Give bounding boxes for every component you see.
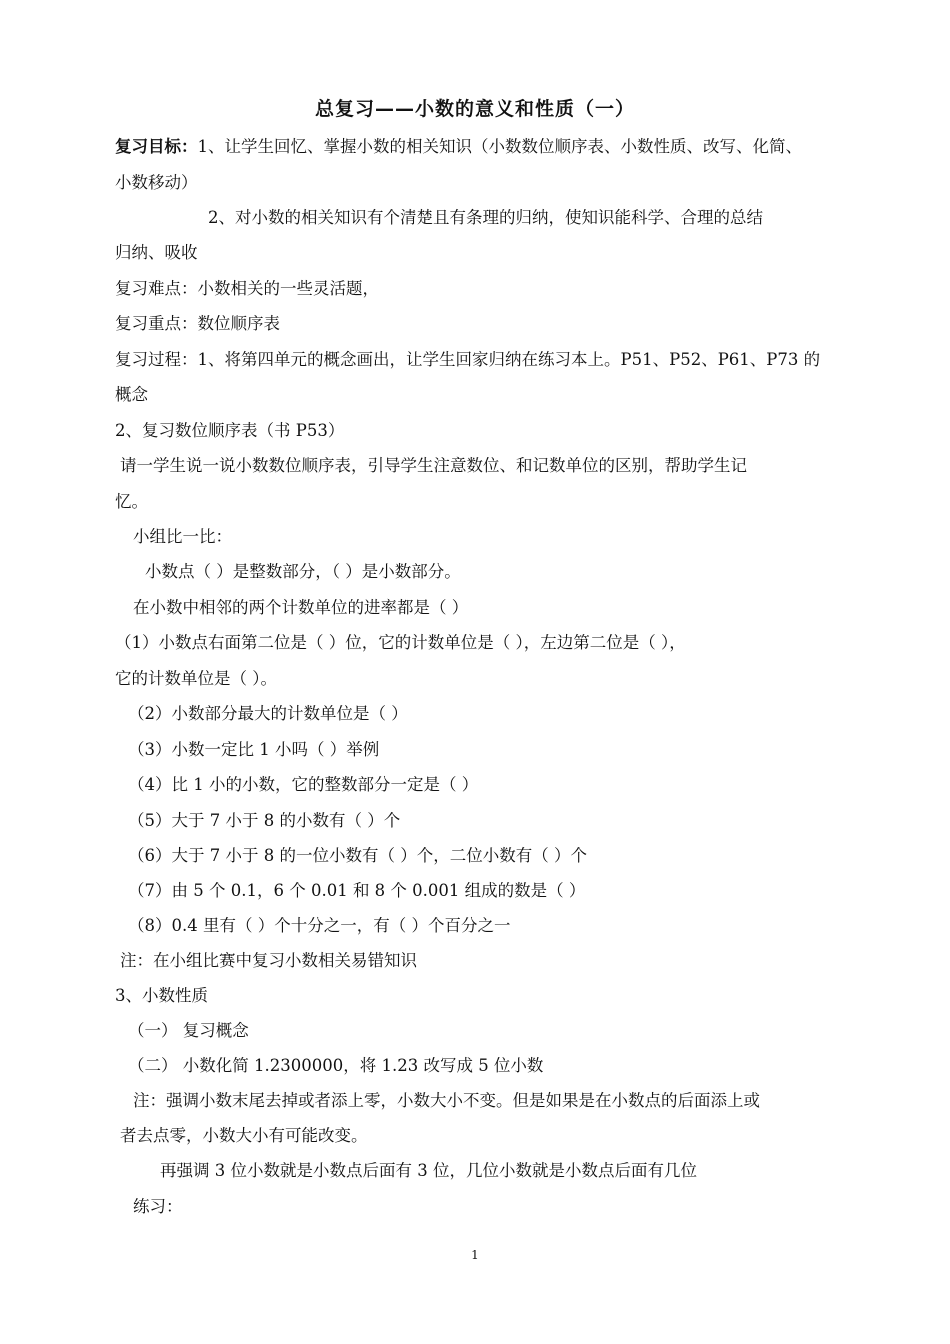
- difficulty-line: 复习难点：小数相关的一些灵活题，: [115, 279, 379, 298]
- page-number: 1: [471, 1248, 479, 1262]
- goals-label: 复习目标：: [115, 137, 198, 156]
- question-rate: 在小数中相邻的两个计数单位的进率都是（ ）: [133, 598, 469, 617]
- goals-text-1: 1、让学生回忆、掌握小数的相关知识（小数数位顺序表、小数性质、改写、化简、: [197, 137, 802, 156]
- question-6: （6）大于 7 小于 8 的一位小数有（ ）个，二位小数有（ ）个: [128, 846, 587, 865]
- focus-line: 复习重点：数位顺序表: [115, 314, 280, 333]
- question-5: （5）大于 7 小于 8 的小数有（ ）个: [128, 811, 401, 830]
- goals-line-1: [115, 136, 802, 158]
- question-1b: 它的计数单位是（ ）。: [115, 669, 277, 688]
- section3-item-1: （一） 复习概念: [128, 1021, 249, 1040]
- section3-note-2: 者去点零，小数大小有可能改变。: [120, 1126, 368, 1145]
- question-2: （2）小数部分最大的计数单位是（ ）: [128, 704, 408, 723]
- process-line-1: 复习过程：1、将第四单元的概念画出，让学生回家归纳在练习本上。P51、P52、P61、P73 的: [115, 350, 821, 369]
- question-point: 小数点（ ）是整数部分，（ ）是小数部分。: [145, 562, 461, 581]
- goals-line-3: 2、对小数的相关知识有个清楚且有条理的归纳，使知识能科学、合理的总结: [208, 208, 763, 227]
- section2-intro-1: 请一学生说一说小数数位顺序表，引导学生注意数位、和记数单位的区别，帮助学生记: [120, 456, 747, 475]
- page-title: 总复习——小数的意义和性质（一）: [314, 98, 635, 120]
- section3-heading: 3、小数性质: [115, 986, 208, 1005]
- section3-note-1: 注：强调小数末尾去掉或者添上零，小数大小不变。但是如果是在小数点的后面添上或: [133, 1091, 760, 1110]
- question-4: （4）比 1 小的小数，它的整数部分一定是（ ）: [128, 775, 479, 794]
- section2-heading: 2、复习数位顺序表（书 P53）: [115, 421, 345, 440]
- question-7: （7）由 5 个 0.1，6 个 0.01 和 8 个 0.001 组成的数是（ ）: [128, 881, 586, 900]
- section2-note: 注：在小组比赛中复习小数相关易错知识: [120, 951, 417, 970]
- section3-item-2: （二） 小数化简 1.2300000，将 1.23 改写成 5 位小数: [128, 1056, 544, 1075]
- question-1a: （1）小数点右面第二位是（ ）位，它的计数单位是（ ），左边第二位是（ ），: [115, 633, 686, 652]
- compare-heading: 小组比一比：: [133, 527, 232, 546]
- goals-line-4: 归纳、吸收: [115, 243, 198, 262]
- question-3: （3）小数一定比 1 小吗（ ）举例: [128, 740, 380, 759]
- process-line-2: 概念: [115, 385, 148, 404]
- question-8: （8）0.4 里有（ ）个十分之一，有（ ）个百分之一: [128, 916, 511, 935]
- section2-intro-2: 忆。: [115, 492, 148, 511]
- goals-line-2: 小数移动）: [115, 173, 198, 192]
- practice-heading: 练习：: [133, 1197, 183, 1216]
- section3-emphasis: 再强调 3 位小数就是小数点后面有 3 位，几位小数就是小数点后面有几位: [160, 1161, 697, 1180]
